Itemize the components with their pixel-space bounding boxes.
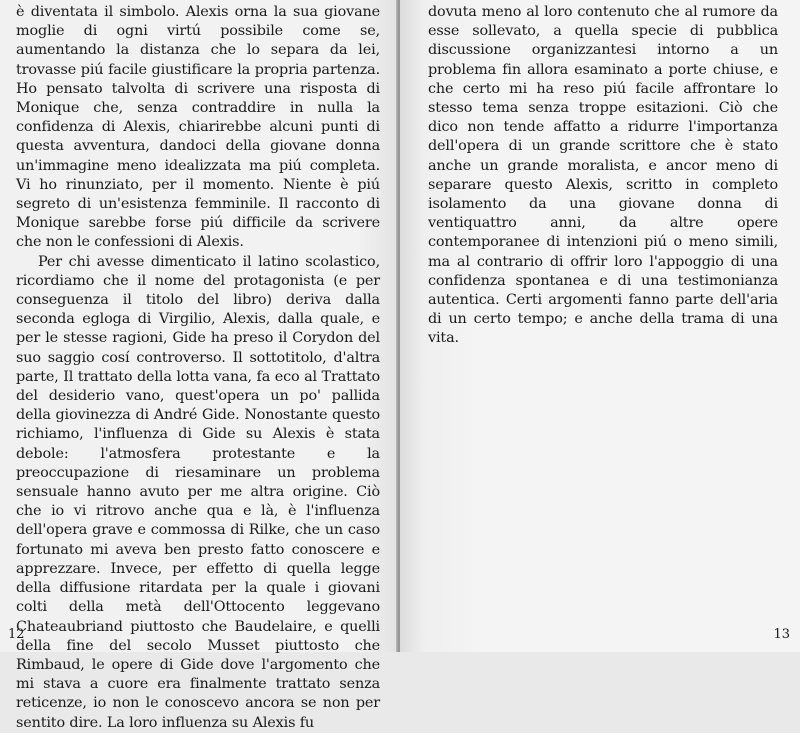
right-page-text — [428, 3, 778, 349]
paragraph: Per chi avesse dimenticato il latino scolastico, ricordiamo che il nome del protagonista (e per conseguenza il titolo del libro) deriva dalla seconda egloga di Virgilio, Alexis, dalla quale, e per le stesse ragioni, Gide ha preso il Corydon del suo saggio cosí controverso. Il sottotitolo, d'altra parte, Il trattato della lotta vana, fa eco al Trattato del desiderio vano, quest'opera un po' pallida della giovinezza di André Gide. Nonostante questo richiamo, l'influenza di Gide su Alexis è stata debole: l'atmosfera protestante e la preoccupazione di riesaminare un problema sensuale hanno avuto per me altra origine. Ciò che io vi ritrovo anche qua e là, è l'influenza dell'opera grave e commossa di Rilke, che un caso fortunato mi aveva ben presto fatto conoscere e apprezzare. Invece, per effetto di quella legge della diffusione ritardata per la quale i giovani colti della metà dell'Ottocento leggevano Chateaubriand piuttosto che Baudelaire, e quelli della fine del secolo Musset piuttosto che Rimbaud, le opere di Gide dove l'argomento che mi stava a cuore era finalmente trattato senza reticenze, io non le conoscevo ancora se non per sentito dire. La loro influenza su Alexis fu — [16, 253, 380, 731]
right-page — [400, 0, 800, 652]
left-page-text — [16, 3, 380, 733]
page-number-left: 12 — [8, 627, 25, 642]
left-page — [0, 0, 398, 731]
paragraph: dovuta meno al loro contenuto che al rumore da esse sollevato, a quella specie di pubblica discussione organizzantesi intorno a un problema fin allora esaminato a porte chiuse, e che certo mi ha reso piú facile affrontare lo stesso tema senza troppe esitazioni. Ciò che dico non tende affatto a ridurre l'importanza dell'opera di un grande scrittore che è stato anche un grande moralista, e ancor meno di separare questo Alexis, scritto in completo isolamento da una giovane donna di ventiquattro anni, da altre opere contemporanee di intenzioni piú o meno simili, ma al contrario di offrir loro l'appoggio di una confidenza spontanea e di una testimonianza autentica. Certi argomenti fanno parte dell'aria di un certo tempo; e anche della trama di una vita. — [428, 4, 778, 347]
page-number-right: 13 — [773, 627, 790, 642]
paragraph: è diventata il simbolo. Alexis orna la sua giovane moglie di ogni virtú possibile come se, aumentando la distanza che lo separa da lei, trovasse piú facile giustificare la propria partenza. Ho pensato talvolta di scrivere una risposta di Monique che, senza contraddire in nulla la confidenza di Alexis, chiarirebbe alcuni punti di questa avventura, dandoci della giovane donna un'immagine meno idealizzata ma piú completa. Vi ho rinunziato, per il momento. Niente è piú segreto di un'esistenza femminile. Il racconto di Monique sarebbe forse piú difficile da scrivere che non le confessioni di Alexis. — [16, 4, 380, 251]
